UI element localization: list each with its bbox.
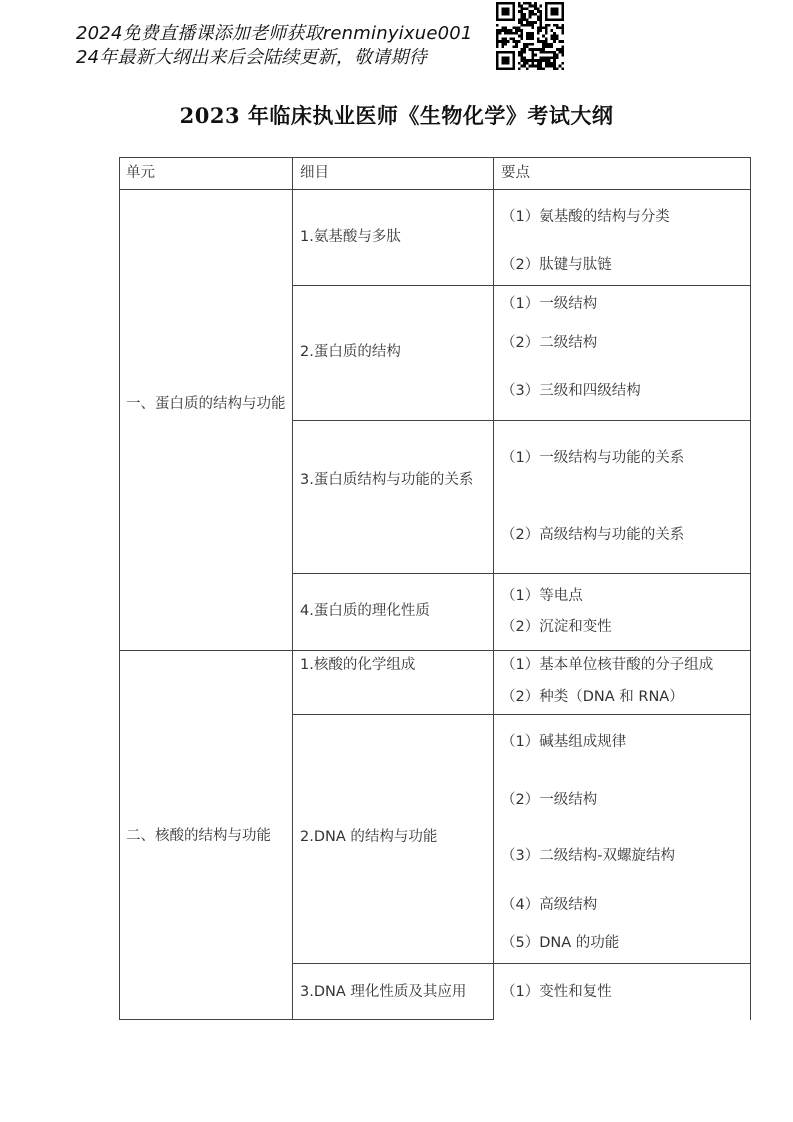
point: （1）氨基酸的结构与分类 — [501, 209, 670, 225]
header-unit: 单元 — [126, 165, 155, 181]
page-title: 2023 年临床执业医师《生物化学》考试大纲 — [179, 103, 614, 128]
point: （2）种类（DNA 和 RNA） — [501, 689, 684, 705]
point: （5）DNA 的功能 — [501, 935, 620, 951]
point: （2）沉淀和变性 — [501, 619, 612, 635]
point: （4）高级结构 — [501, 897, 598, 913]
point: （1）一级结构与功能的关系 — [501, 450, 685, 466]
item-dna-properties: 3.DNA 理化性质及其应用 — [300, 984, 467, 1000]
item-amino-acids: 1.氨基酸与多肽 — [300, 229, 401, 245]
point: （2）二级结构 — [501, 335, 598, 351]
point: （3）三级和四级结构 — [501, 383, 641, 399]
promo-line-1: 2024免费直播课添加老师获取renminyixue001 — [76, 23, 473, 44]
unit-1-label: 一、蛋白质的结构与功能 — [126, 396, 286, 412]
unit-2-label: 二、核酸的结构与功能 — [126, 828, 271, 844]
point: （2）高级结构与功能的关系 — [501, 527, 685, 543]
point: （1）一级结构 — [501, 296, 598, 312]
point: （1）等电点 — [501, 588, 583, 604]
item-dna-structure: 2.DNA 的结构与功能 — [300, 829, 438, 845]
point: （2）一级结构 — [501, 792, 598, 808]
header-points: 要点 — [501, 165, 530, 181]
point: （1）基本单位核苷酸的分子组成 — [501, 657, 714, 673]
item-physicochemical: 4.蛋白质的理化性质 — [300, 603, 430, 619]
item-structure-function: 3.蛋白质结构与功能的关系 — [300, 472, 474, 488]
header-item: 细目 — [300, 165, 329, 181]
promo-line-2: 24年最新大纲出来后会陆续更新，敬请期待 — [76, 47, 427, 68]
item-protein-structure: 2.蛋白质的结构 — [300, 344, 401, 360]
point: （1）碱基组成规律 — [501, 734, 627, 750]
item-nucleic-composition: 1.核酸的化学组成 — [300, 657, 416, 673]
promo-banner — [76, 22, 473, 70]
qr-code-icon[interactable] — [496, 2, 564, 70]
point: （1）变性和复性 — [501, 984, 612, 1000]
point: （2）肽键与肽链 — [501, 257, 612, 273]
point: （3）二级结构-双螺旋结构 — [501, 848, 675, 864]
